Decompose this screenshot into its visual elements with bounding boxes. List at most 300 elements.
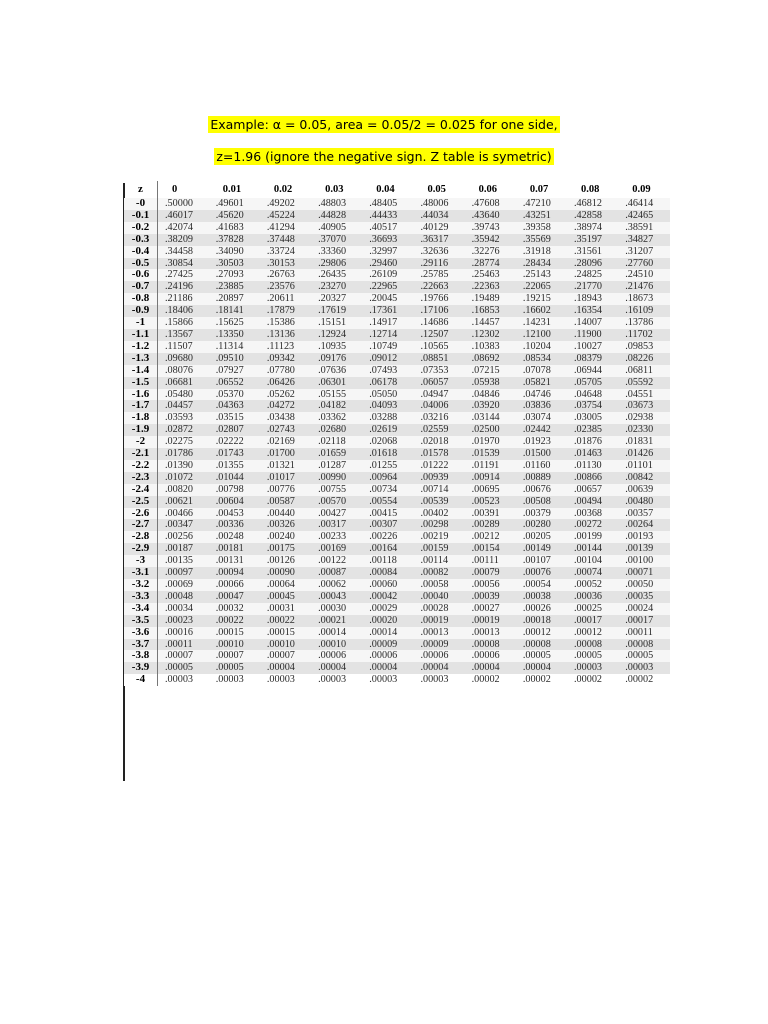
probability-cell: .02068 bbox=[362, 436, 413, 448]
probability-cell: .00990 bbox=[311, 472, 362, 484]
z-value-cell: -0.7 bbox=[124, 281, 158, 293]
probability-cell: .46017 bbox=[158, 210, 209, 222]
probability-cell: .10383 bbox=[465, 341, 516, 353]
probability-cell: .00164 bbox=[362, 543, 413, 555]
probability-cell: .44034 bbox=[413, 210, 464, 222]
probability-cell: .00391 bbox=[465, 508, 516, 520]
z-value-cell: -3.6 bbox=[124, 627, 158, 639]
probability-cell: .31207 bbox=[618, 246, 669, 258]
probability-cell: .01786 bbox=[158, 448, 209, 460]
z-value-cell: -3.9 bbox=[124, 662, 158, 674]
probability-cell: .00494 bbox=[567, 496, 618, 508]
probability-cell: .00048 bbox=[158, 591, 209, 603]
probability-cell: .01426 bbox=[618, 448, 669, 460]
probability-cell: .09510 bbox=[209, 353, 260, 365]
probability-cell: .10565 bbox=[413, 341, 464, 353]
probability-cell: .42465 bbox=[618, 210, 669, 222]
z-value-cell: -1.7 bbox=[124, 400, 158, 412]
probability-cell: .00181 bbox=[209, 543, 260, 555]
probability-cell: .03920 bbox=[465, 400, 516, 412]
probability-cell: .00539 bbox=[413, 496, 464, 508]
probability-cell: .42858 bbox=[567, 210, 618, 222]
probability-cell: .01876 bbox=[567, 436, 618, 448]
probability-cell: .00002 bbox=[516, 674, 567, 686]
probability-cell: .00022 bbox=[209, 615, 260, 627]
probability-cell: .00003 bbox=[567, 662, 618, 674]
z-value-cell: -1.5 bbox=[124, 377, 158, 389]
table-row bbox=[124, 591, 670, 603]
probability-cell: .00029 bbox=[362, 603, 413, 615]
probability-cell: .24196 bbox=[158, 281, 209, 293]
table-row bbox=[124, 281, 670, 293]
probability-cell: .04947 bbox=[413, 389, 464, 401]
probability-cell: .04363 bbox=[209, 400, 260, 412]
probability-cell: .00379 bbox=[516, 508, 567, 520]
probability-cell: .00298 bbox=[413, 519, 464, 531]
probability-cell: .00004 bbox=[465, 662, 516, 674]
z-value-cell: -3.1 bbox=[124, 567, 158, 579]
probability-cell: .21770 bbox=[567, 281, 618, 293]
probability-cell: .00060 bbox=[362, 579, 413, 591]
table-row bbox=[124, 353, 670, 365]
probability-cell: .00008 bbox=[618, 639, 669, 651]
probability-cell: .04846 bbox=[465, 389, 516, 401]
probability-cell: .05262 bbox=[260, 389, 311, 401]
probability-cell: .01390 bbox=[158, 460, 209, 472]
probability-cell: .12507 bbox=[413, 329, 464, 341]
z-value-cell: -3.2 bbox=[124, 579, 158, 591]
table-row bbox=[124, 639, 670, 651]
probability-cell: .02118 bbox=[311, 436, 362, 448]
probability-cell: .37070 bbox=[311, 234, 362, 246]
probability-cell: .16602 bbox=[516, 305, 567, 317]
probability-cell: .28774 bbox=[465, 258, 516, 270]
z-value-cell: -2.3 bbox=[124, 472, 158, 484]
table-row bbox=[124, 603, 670, 615]
z-table bbox=[124, 181, 670, 686]
probability-cell: .00094 bbox=[209, 567, 260, 579]
probability-cell: .00144 bbox=[567, 543, 618, 555]
probability-cell: .00289 bbox=[465, 519, 516, 531]
probability-cell: .13567 bbox=[158, 329, 209, 341]
probability-cell: .16109 bbox=[618, 305, 669, 317]
probability-cell: .00028 bbox=[413, 603, 464, 615]
probability-cell: .00326 bbox=[260, 519, 311, 531]
probability-cell: .00256 bbox=[158, 531, 209, 543]
table-row bbox=[124, 650, 670, 662]
probability-cell: .10935 bbox=[311, 341, 362, 353]
example-note-line-2-text: z=1.96 (ignore the negative sign. Z table is symetric) bbox=[216, 149, 552, 164]
probability-cell: .01130 bbox=[567, 460, 618, 472]
probability-cell: .28096 bbox=[567, 258, 618, 270]
example-note-line-1 bbox=[0, 117, 768, 132]
column-header: 0 bbox=[172, 183, 178, 195]
probability-cell: .01539 bbox=[465, 448, 516, 460]
probability-cell: .00139 bbox=[618, 543, 669, 555]
probability-cell: .00002 bbox=[567, 674, 618, 686]
z-value-cell: -3 bbox=[124, 555, 158, 567]
table-row bbox=[124, 341, 670, 353]
probability-cell: .00047 bbox=[209, 591, 260, 603]
probability-cell: .00755 bbox=[311, 484, 362, 496]
probability-cell: .00058 bbox=[413, 579, 464, 591]
probability-cell: .47608 bbox=[465, 198, 516, 210]
probability-cell: .01101 bbox=[618, 460, 669, 472]
probability-cell: .11507 bbox=[158, 341, 209, 353]
z-value-cell: -1.3 bbox=[124, 353, 158, 365]
probability-cell: .00233 bbox=[311, 531, 362, 543]
probability-cell: .00007 bbox=[158, 650, 209, 662]
probability-cell: .00175 bbox=[260, 543, 311, 555]
probability-cell: .00002 bbox=[618, 674, 669, 686]
table-row bbox=[124, 400, 670, 412]
probability-cell: .33724 bbox=[260, 246, 311, 258]
probability-cell: .07353 bbox=[413, 365, 464, 377]
probability-cell: .00027 bbox=[465, 603, 516, 615]
probability-cell: .06811 bbox=[618, 365, 669, 377]
z-value-cell: -2 bbox=[124, 436, 158, 448]
probability-cell: .25143 bbox=[516, 269, 567, 281]
z-table-header-row bbox=[124, 181, 670, 198]
probability-cell: .00523 bbox=[465, 496, 516, 508]
probability-cell: .03836 bbox=[516, 400, 567, 412]
probability-cell: .09342 bbox=[260, 353, 311, 365]
table-row bbox=[124, 258, 670, 270]
z-value-cell: -3.4 bbox=[124, 603, 158, 615]
probability-cell: .00009 bbox=[413, 639, 464, 651]
probability-cell: .45224 bbox=[260, 210, 311, 222]
probability-cell: .03362 bbox=[311, 412, 362, 424]
probability-cell: .00004 bbox=[260, 662, 311, 674]
probability-cell: .09176 bbox=[311, 353, 362, 365]
probability-cell: .38974 bbox=[567, 222, 618, 234]
probability-cell: .30854 bbox=[158, 258, 209, 270]
probability-cell: .09853 bbox=[618, 341, 669, 353]
probability-cell: .03754 bbox=[567, 400, 618, 412]
probability-cell: .26763 bbox=[260, 269, 311, 281]
z-value-cell: -1.1 bbox=[124, 329, 158, 341]
probability-cell: .07215 bbox=[465, 365, 516, 377]
probability-cell: .00005 bbox=[516, 650, 567, 662]
probability-cell: .00054 bbox=[516, 579, 567, 591]
probability-cell: .29460 bbox=[362, 258, 413, 270]
probability-cell: .00193 bbox=[618, 531, 669, 543]
table-row bbox=[124, 293, 670, 305]
probability-cell: .34090 bbox=[209, 246, 260, 258]
probability-cell: .00554 bbox=[362, 496, 413, 508]
probability-cell: .00317 bbox=[311, 519, 362, 531]
probability-cell: .27425 bbox=[158, 269, 209, 281]
probability-cell: .00003 bbox=[311, 674, 362, 686]
probability-cell: .30503 bbox=[209, 258, 260, 270]
probability-cell: .23270 bbox=[311, 281, 362, 293]
table-row bbox=[124, 246, 670, 258]
probability-cell: .35942 bbox=[465, 234, 516, 246]
probability-cell: .05938 bbox=[465, 377, 516, 389]
probability-cell: .14686 bbox=[413, 317, 464, 329]
probability-cell: .01743 bbox=[209, 448, 260, 460]
probability-cell: .00205 bbox=[516, 531, 567, 543]
z-value-cell: -3.7 bbox=[124, 639, 158, 651]
probability-cell: .00035 bbox=[618, 591, 669, 603]
table-row bbox=[124, 543, 670, 555]
probability-cell: .00336 bbox=[209, 519, 260, 531]
probability-cell: .00169 bbox=[311, 543, 362, 555]
z-value-cell: -0.9 bbox=[124, 305, 158, 317]
probability-cell: .37448 bbox=[260, 234, 311, 246]
probability-cell: .00056 bbox=[465, 579, 516, 591]
probability-cell: .19489 bbox=[465, 293, 516, 305]
probability-cell: .00011 bbox=[158, 639, 209, 651]
table-row bbox=[124, 389, 670, 401]
probability-cell: .50000 bbox=[158, 198, 209, 210]
z-value-cell: -3.5 bbox=[124, 615, 158, 627]
probability-cell: .01321 bbox=[260, 460, 311, 472]
probability-cell: .00074 bbox=[567, 567, 618, 579]
probability-cell: .39743 bbox=[465, 222, 516, 234]
probability-cell: .27760 bbox=[618, 258, 669, 270]
z-value-cell: -1.6 bbox=[124, 389, 158, 401]
probability-cell: .00587 bbox=[260, 496, 311, 508]
probability-cell: .00199 bbox=[567, 531, 618, 543]
probability-cell: .03288 bbox=[362, 412, 413, 424]
probability-cell: .19766 bbox=[413, 293, 464, 305]
probability-cell: .05705 bbox=[567, 377, 618, 389]
probability-cell: .45620 bbox=[209, 210, 260, 222]
table-row bbox=[124, 508, 670, 520]
probability-cell: .00008 bbox=[516, 639, 567, 651]
probability-cell: .08692 bbox=[465, 353, 516, 365]
probability-cell: .18406 bbox=[158, 305, 209, 317]
probability-cell: .00015 bbox=[260, 627, 311, 639]
probability-cell: .05370 bbox=[209, 389, 260, 401]
probability-cell: .00052 bbox=[567, 579, 618, 591]
probability-cell: .04093 bbox=[362, 400, 413, 412]
probability-cell: .05592 bbox=[618, 377, 669, 389]
probability-cell: .00307 bbox=[362, 519, 413, 531]
probability-cell: .33360 bbox=[311, 246, 362, 258]
probability-cell: .17879 bbox=[260, 305, 311, 317]
probability-cell: .44433 bbox=[362, 210, 413, 222]
probability-cell: .35569 bbox=[516, 234, 567, 246]
probability-cell: .10027 bbox=[567, 341, 618, 353]
z-value-cell: -3.8 bbox=[124, 650, 158, 662]
probability-cell: .04006 bbox=[413, 400, 464, 412]
probability-cell: .19215 bbox=[516, 293, 567, 305]
probability-cell: .00939 bbox=[413, 472, 464, 484]
probability-cell: .30153 bbox=[260, 258, 311, 270]
table-row bbox=[124, 222, 670, 234]
probability-cell: .04746 bbox=[516, 389, 567, 401]
probability-cell: .14917 bbox=[362, 317, 413, 329]
probability-cell: .00453 bbox=[209, 508, 260, 520]
probability-cell: .32636 bbox=[413, 246, 464, 258]
probability-cell: .07493 bbox=[362, 365, 413, 377]
probability-cell: .06681 bbox=[158, 377, 209, 389]
probability-cell: .13350 bbox=[209, 329, 260, 341]
table-row bbox=[124, 234, 670, 246]
probability-cell: .00039 bbox=[465, 591, 516, 603]
probability-cell: .02222 bbox=[209, 436, 260, 448]
probability-cell: .00087 bbox=[311, 567, 362, 579]
probability-cell: .35197 bbox=[567, 234, 618, 246]
probability-cell: .08851 bbox=[413, 353, 464, 365]
probability-cell: .00714 bbox=[413, 484, 464, 496]
table-row bbox=[124, 627, 670, 639]
z-value-cell: -0 bbox=[124, 198, 158, 210]
probability-cell: .02619 bbox=[362, 424, 413, 436]
table-row bbox=[124, 377, 670, 389]
column-header: 0.06 bbox=[478, 183, 497, 195]
probability-cell: .42074 bbox=[158, 222, 209, 234]
example-note-line-2 bbox=[0, 149, 768, 164]
probability-cell: .00212 bbox=[465, 531, 516, 543]
probability-cell: .04457 bbox=[158, 400, 209, 412]
probability-cell: .00014 bbox=[362, 627, 413, 639]
table-row bbox=[124, 567, 670, 579]
probability-cell: .00676 bbox=[516, 484, 567, 496]
probability-cell: .02500 bbox=[465, 424, 516, 436]
probability-cell: .41294 bbox=[260, 222, 311, 234]
probability-cell: .00005 bbox=[567, 650, 618, 662]
probability-cell: .15625 bbox=[209, 317, 260, 329]
probability-cell: .01044 bbox=[209, 472, 260, 484]
probability-cell: .00149 bbox=[516, 543, 567, 555]
probability-cell: .00621 bbox=[158, 496, 209, 508]
probability-cell: .00135 bbox=[158, 555, 209, 567]
probability-cell: .22363 bbox=[465, 281, 516, 293]
probability-cell: .18141 bbox=[209, 305, 260, 317]
probability-cell: .00024 bbox=[618, 603, 669, 615]
probability-cell: .00154 bbox=[465, 543, 516, 555]
z-value-cell: -2.1 bbox=[124, 448, 158, 460]
probability-cell: .10204 bbox=[516, 341, 567, 353]
probability-cell: .20611 bbox=[260, 293, 311, 305]
probability-cell: .00187 bbox=[158, 543, 209, 555]
probability-cell: .00031 bbox=[260, 603, 311, 615]
z-value-cell: -2.9 bbox=[124, 543, 158, 555]
probability-cell: .02442 bbox=[516, 424, 567, 436]
table-row bbox=[124, 662, 670, 674]
probability-cell: .00415 bbox=[362, 508, 413, 520]
probability-cell: .00021 bbox=[311, 615, 362, 627]
probability-cell: .00003 bbox=[618, 662, 669, 674]
probability-cell: .43640 bbox=[465, 210, 516, 222]
probability-cell: .22965 bbox=[362, 281, 413, 293]
probability-cell: .00084 bbox=[362, 567, 413, 579]
probability-cell: .38591 bbox=[618, 222, 669, 234]
probability-cell: .08379 bbox=[567, 353, 618, 365]
probability-cell: .00005 bbox=[618, 650, 669, 662]
table-row bbox=[124, 317, 670, 329]
probability-cell: .00082 bbox=[413, 567, 464, 579]
probability-cell: .00026 bbox=[516, 603, 567, 615]
z-value-cell: -1.4 bbox=[124, 365, 158, 377]
probability-cell: .05480 bbox=[158, 389, 209, 401]
probability-cell: .37828 bbox=[209, 234, 260, 246]
probability-cell: .04272 bbox=[260, 400, 311, 412]
z-value-cell: -2.2 bbox=[124, 460, 158, 472]
probability-cell: .00118 bbox=[362, 555, 413, 567]
probability-cell: .03216 bbox=[413, 412, 464, 424]
probability-cell: .01618 bbox=[362, 448, 413, 460]
probability-cell: .00219 bbox=[413, 531, 464, 543]
probability-cell: .00798 bbox=[209, 484, 260, 496]
z-value-cell: -0.3 bbox=[124, 234, 158, 246]
probability-cell: .00003 bbox=[413, 674, 464, 686]
probability-cell: .05155 bbox=[311, 389, 362, 401]
probability-cell: .00007 bbox=[260, 650, 311, 662]
probability-cell: .00004 bbox=[516, 662, 567, 674]
probability-cell: .00107 bbox=[516, 555, 567, 567]
probability-cell: .27093 bbox=[209, 269, 260, 281]
probability-cell: .13136 bbox=[260, 329, 311, 341]
probability-cell: .49601 bbox=[209, 198, 260, 210]
probability-cell: .00045 bbox=[260, 591, 311, 603]
probability-cell: .26109 bbox=[362, 269, 413, 281]
probability-cell: .00005 bbox=[209, 662, 260, 674]
probability-cell: .00097 bbox=[158, 567, 209, 579]
probability-cell: .01923 bbox=[516, 436, 567, 448]
probability-cell: .09680 bbox=[158, 353, 209, 365]
probability-cell: .00368 bbox=[567, 508, 618, 520]
probability-cell: .12714 bbox=[362, 329, 413, 341]
probability-cell: .00040 bbox=[413, 591, 464, 603]
probability-cell: .00009 bbox=[362, 639, 413, 651]
probability-cell: .16354 bbox=[567, 305, 618, 317]
table-row bbox=[124, 198, 670, 210]
table-row bbox=[124, 412, 670, 424]
probability-cell: .04182 bbox=[311, 400, 362, 412]
probability-cell: .03144 bbox=[465, 412, 516, 424]
probability-cell: .06552 bbox=[209, 377, 260, 389]
probability-cell: .10749 bbox=[362, 341, 413, 353]
probability-cell: .00036 bbox=[567, 591, 618, 603]
probability-cell: .00914 bbox=[465, 472, 516, 484]
probability-cell: .03438 bbox=[260, 412, 311, 424]
probability-cell: .08226 bbox=[618, 353, 669, 365]
table-row bbox=[124, 210, 670, 222]
probability-cell: .00014 bbox=[311, 627, 362, 639]
probability-cell: .00012 bbox=[516, 627, 567, 639]
probability-cell: .00038 bbox=[516, 591, 567, 603]
probability-cell: .02559 bbox=[413, 424, 464, 436]
probability-cell: .00002 bbox=[465, 674, 516, 686]
probability-cell: .32997 bbox=[362, 246, 413, 258]
probability-cell: .00016 bbox=[158, 627, 209, 639]
probability-cell: .00006 bbox=[465, 650, 516, 662]
table-row bbox=[124, 424, 670, 436]
probability-cell: .06057 bbox=[413, 377, 464, 389]
probability-cell: .34458 bbox=[158, 246, 209, 258]
probability-cell: .05050 bbox=[362, 389, 413, 401]
probability-cell: .12924 bbox=[311, 329, 362, 341]
probability-cell: .00066 bbox=[209, 579, 260, 591]
table-row bbox=[124, 531, 670, 543]
probability-cell: .48006 bbox=[413, 198, 464, 210]
probability-cell: .02938 bbox=[618, 412, 669, 424]
z-value-cell: -3.3 bbox=[124, 591, 158, 603]
probability-cell: .01255 bbox=[362, 460, 413, 472]
probability-cell: .00604 bbox=[209, 496, 260, 508]
probability-cell: .07927 bbox=[209, 365, 260, 377]
example-note-line-1-text: Example: α = 0.05, area = 0.05/2 = 0.025 for one side, bbox=[210, 117, 558, 132]
probability-cell: .34827 bbox=[618, 234, 669, 246]
table-row bbox=[124, 305, 670, 317]
probability-cell: .25463 bbox=[465, 269, 516, 281]
column-header: 0.01 bbox=[222, 183, 242, 195]
probability-cell: .40517 bbox=[362, 222, 413, 234]
